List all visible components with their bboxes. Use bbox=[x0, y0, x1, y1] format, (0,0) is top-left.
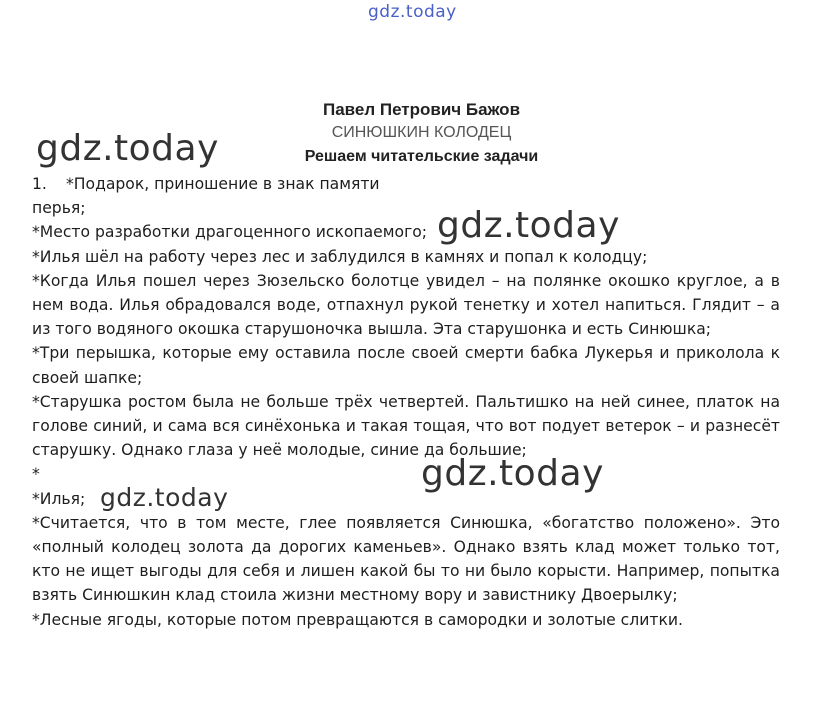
answer-line-6: *Три перышка, которые ему оставила после своей смерти бабка Лукерья и приколола к своей шапке; bbox=[32, 344, 780, 387]
answer-line-10: *Считается, что в том месте, глее появляется Синюшка, «богатство положено». Это «полный колодец золота да дорогих каменьев». Однако взять клад может только тот, кто не ищет выгоды для себя и лишен какой бы то ни было корысти. Например, попытка взять Синюшкин клад стоила жизни местному вору и завистнику Двоерылку; bbox=[32, 513, 780, 605]
section-subtitle: Решаем читательские задачи bbox=[304, 148, 539, 165]
answer-text-1: *Подарок, приношение в знак памяти bbox=[66, 175, 380, 193]
answer-line-2: перья; bbox=[32, 199, 86, 218]
answer-line-7: *Старушка ростом была не больше трёх четвертей. Пальтишко на ней синее, платок на голове синий, и сама вся синёхонька и такая тощая, что вот подует ветерок – и разнесёт старушку. Однако глаза у неё молодые, синие да большие; bbox=[32, 392, 780, 460]
author-name: Павел Петрович Бажов bbox=[322, 100, 521, 119]
watermark: gdz.today bbox=[100, 483, 229, 512]
story-title: СИНЮШКИН КОЛОДЕЦ bbox=[331, 124, 512, 141]
watermark: gdz.today bbox=[421, 453, 604, 494]
answers-text bbox=[32, 172, 780, 632]
answer-line-11: *Лесные ягоды, которые потом превращаются в самородки и золотые слитки. bbox=[32, 610, 683, 629]
answer-line-8: * bbox=[32, 465, 40, 484]
answer-line-1 bbox=[32, 172, 780, 196]
watermark-top: gdz.today bbox=[368, 2, 457, 22]
answer-line-9: *Илья; bbox=[32, 489, 86, 508]
answer-line-3: *Место разработки драгоценного ископаемого; bbox=[32, 223, 428, 242]
answer-line-5: *Когда Илья пошел через Зюзельско болотце увидел – на полянке окошко круглое, а в нем вода. Илья обрадовался воде, отпахнул рукой тенетку и хотел напиться. Глядит – а из того водяного окошка старушоночка вышла. Эта старушонка и есть Синюшка; bbox=[32, 271, 780, 339]
watermark: gdz.today bbox=[437, 205, 620, 246]
answer-number: 1. bbox=[32, 175, 47, 193]
watermark: gdz.today bbox=[36, 128, 219, 169]
answer-line-4: *Илья шёл на работу через лес и заблудился в камнях и попал к колодцу; bbox=[32, 247, 648, 266]
